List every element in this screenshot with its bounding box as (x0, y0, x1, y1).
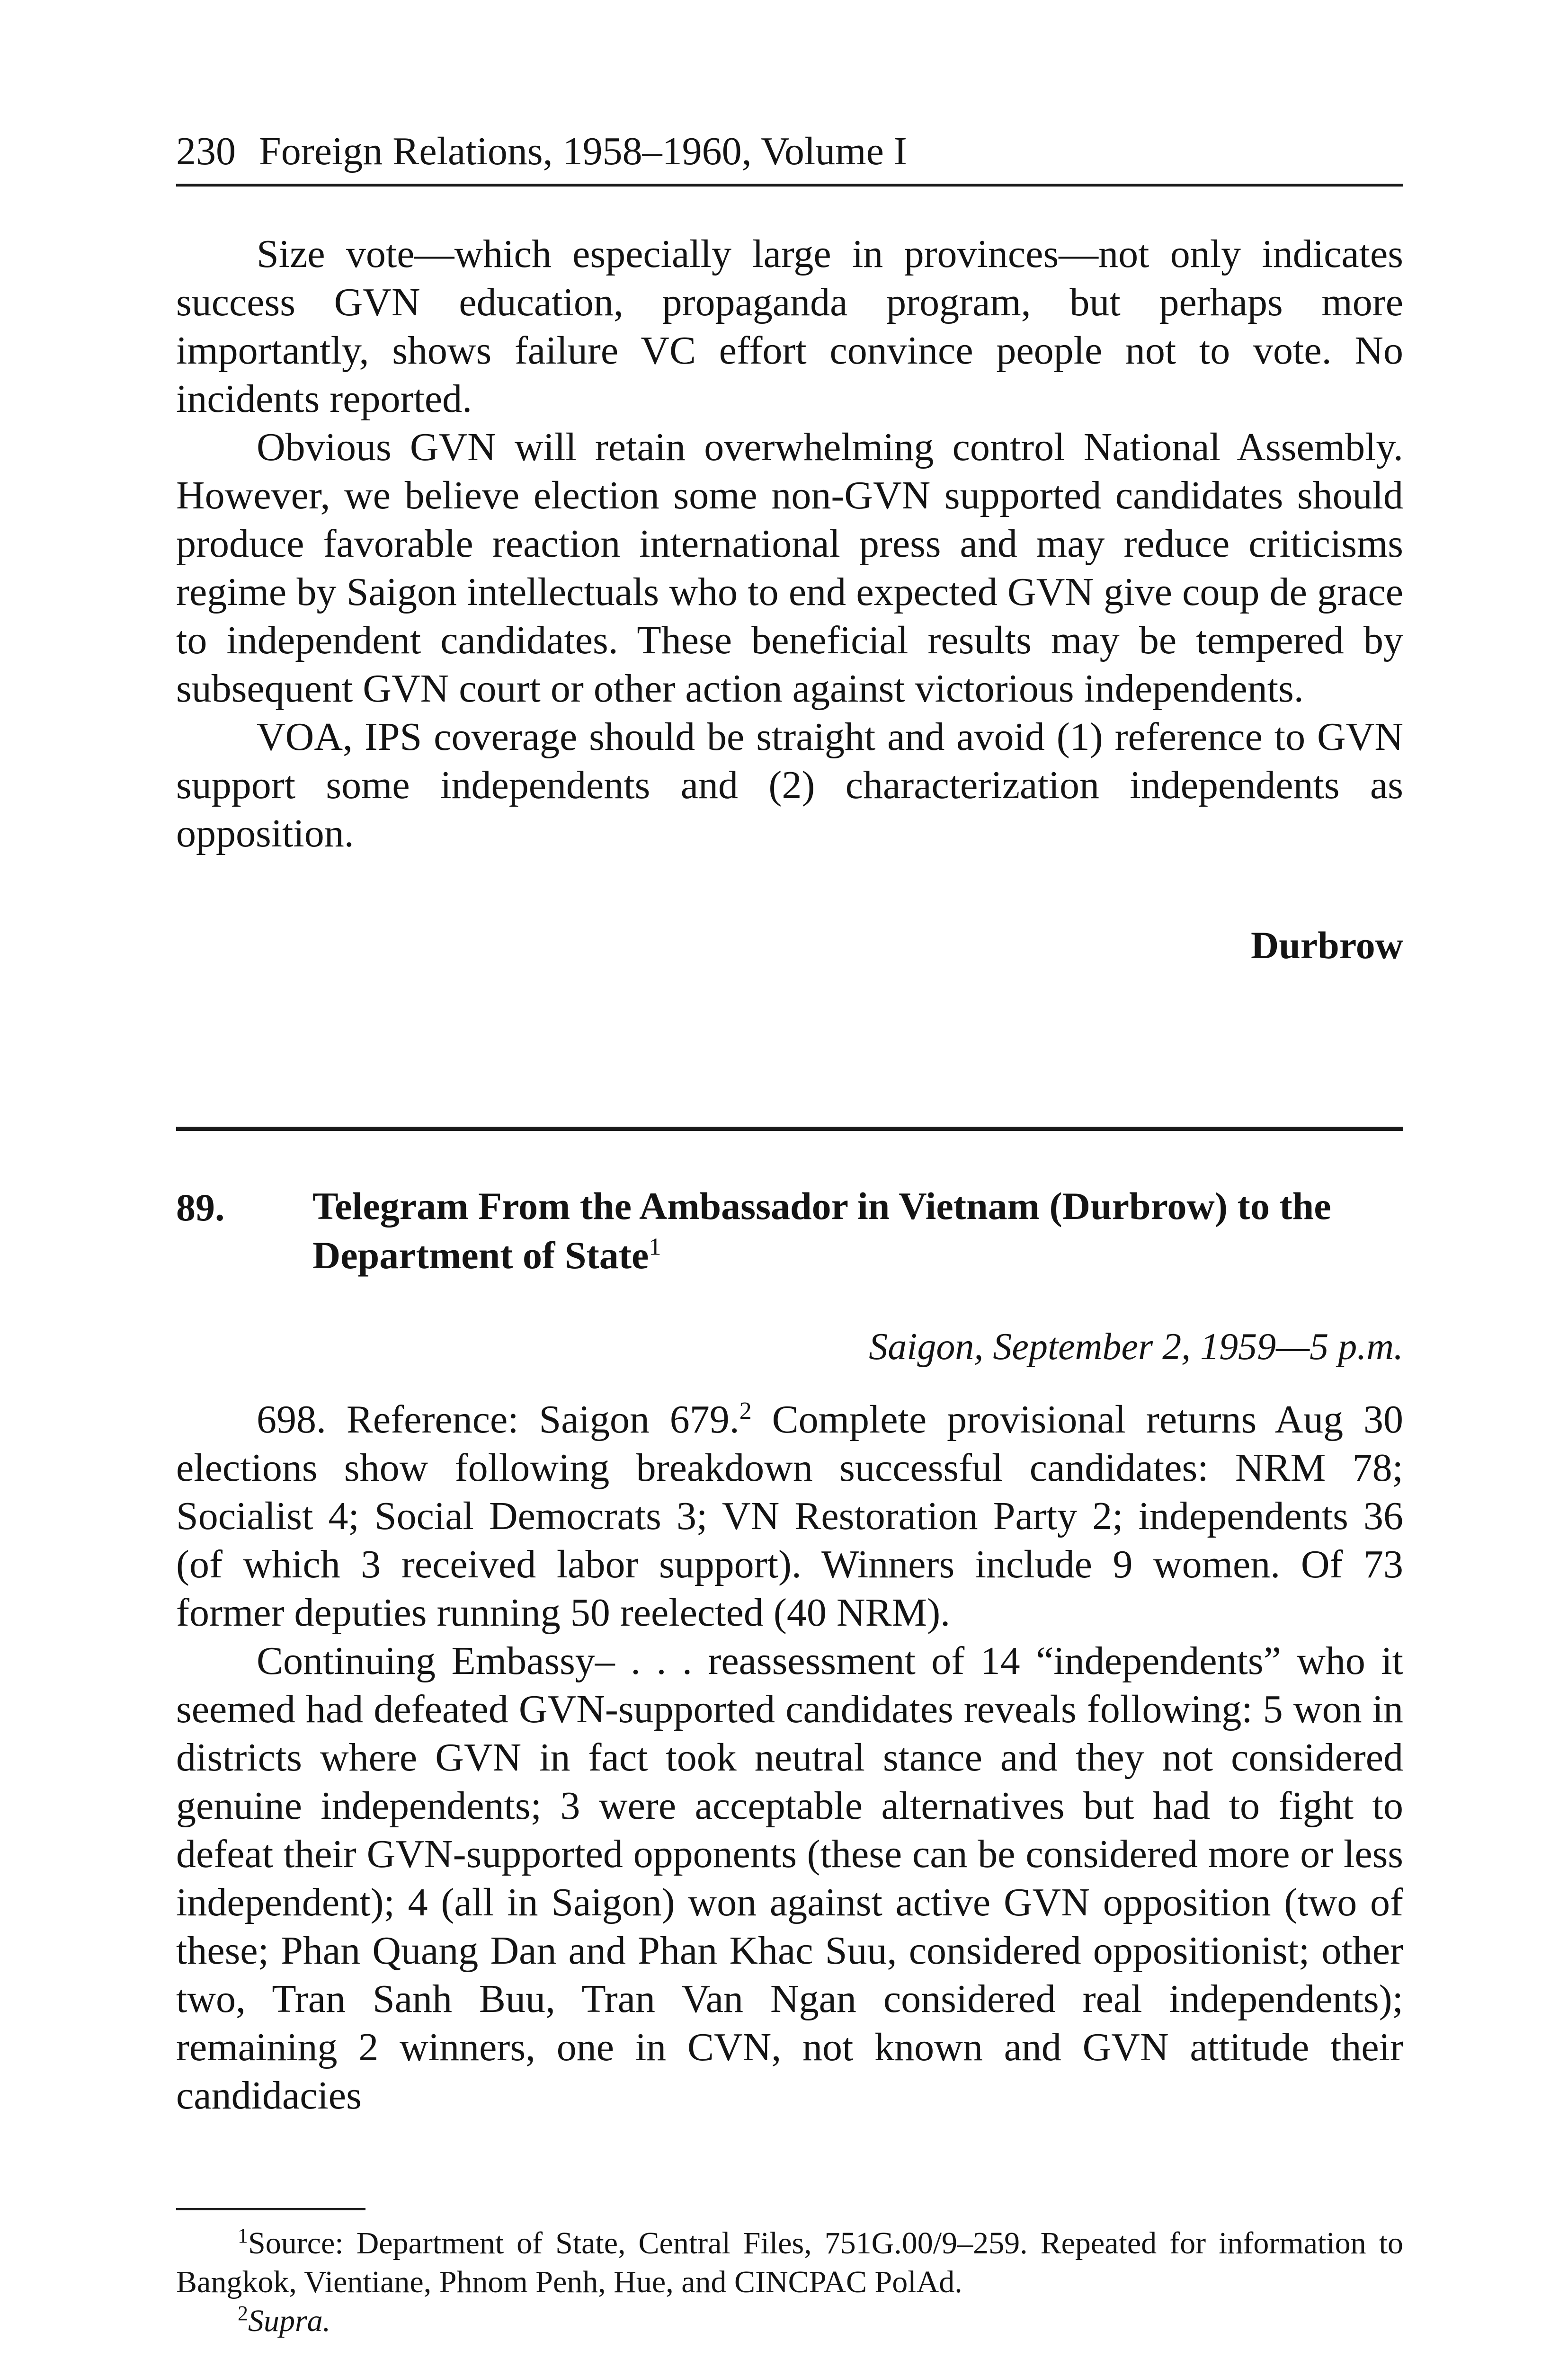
paragraph: VOA, IPS coverage should be straight and avoid (1) reference to GVN support some independents and (2) characterization independents as opposition. (176, 715, 1403, 855)
header-rule (176, 184, 1403, 187)
top-section-body (176, 230, 1403, 858)
paragraph: Continuing Embassy– . . . reassessment of 14 “independents” who it seemed had defeated GVN-supported candidates reveals following: 5 won in districts where GVN in fact took neutral stance and they not considered genuine independents; 3 were acceptable alternatives but had to fight to defeat their GVN-supported opponents (these can be considered more or less independent); 4 (all in Saigon) won against active GVN opposition (two of these; Phan Quang Dan and Phan Khac Suu, considered oppositionist; other two, Tran Sanh Buu, Tran Van Ngan considered real independents); remaining 2 winners, one in CVN, not known and GVN attitude their candidacies (176, 1639, 1403, 2118)
footnote-text: Source: Department of State, Central Files, 751G.00/9–259. Repeated for information to Bangkok, Vientiane, Phnom Penh, Hue, and CINCPAC PolAd. (176, 2226, 1403, 2299)
document-number: 89. (176, 1186, 225, 1229)
signature: Durbrow (1251, 924, 1403, 967)
document-title-text: Telegram From the Ambassador in Vietnam (Durbrow) to the Department of State (312, 1184, 1331, 1277)
footnote (176, 2224, 1403, 2302)
paragraph: Obvious GVN will retain overwhelming control National Assembly. However, we believe election some non-GVN supported candidates should produce favorable reaction international press and may reduce criticisms regime by Saigon intellectuals who to end expected GVN give coup de grace to independent candidates. These beneficial results may be tempered by subsequent GVN court or other action against victorious independents. (176, 425, 1403, 711)
document-title (312, 1182, 1363, 1280)
section-divider-rule (176, 1127, 1403, 1131)
running-header (176, 129, 1403, 174)
paragraph (176, 1396, 1403, 1637)
page-number: 230 (176, 129, 236, 173)
footnote-ref: 1 (649, 1233, 661, 1261)
footnote-rule (176, 2208, 365, 2210)
paragraph-text: Complete provisional returns Aug 30 elections show following breakdown successful candidates: NRM 78; Socialist 4; Social Democrats 3; VN Restoration Party 2; independents 36 (of which 3 received labor support). Winners include 9 women. Of 73 former deputies running 50 reelected (40 NRM). (176, 1397, 1403, 1635)
footnotes (176, 2224, 1403, 2340)
telegram-body (176, 1396, 1403, 2120)
paragraph: Size vote—which especially large in provinces—not only indicates success GVN education, propaganda program, but perhaps more importantly, shows failure VC effort convince people not to vote. No incidents reported. (176, 232, 1403, 421)
paragraph-text: 698. Reference: Saigon 679. (257, 1397, 739, 1442)
footnote-marker: 2 (238, 2302, 248, 2325)
footnote-ref: 2 (739, 1397, 752, 1424)
running-title: Foreign Relations, 1958–1960, Volume I (259, 129, 907, 173)
footnote (176, 2302, 1403, 2340)
footnote-marker: 1 (238, 2224, 248, 2247)
dateline: Saigon, September 2, 1959—5 p.m. (869, 1326, 1403, 1368)
footnote-text: Supra. (248, 2304, 331, 2338)
